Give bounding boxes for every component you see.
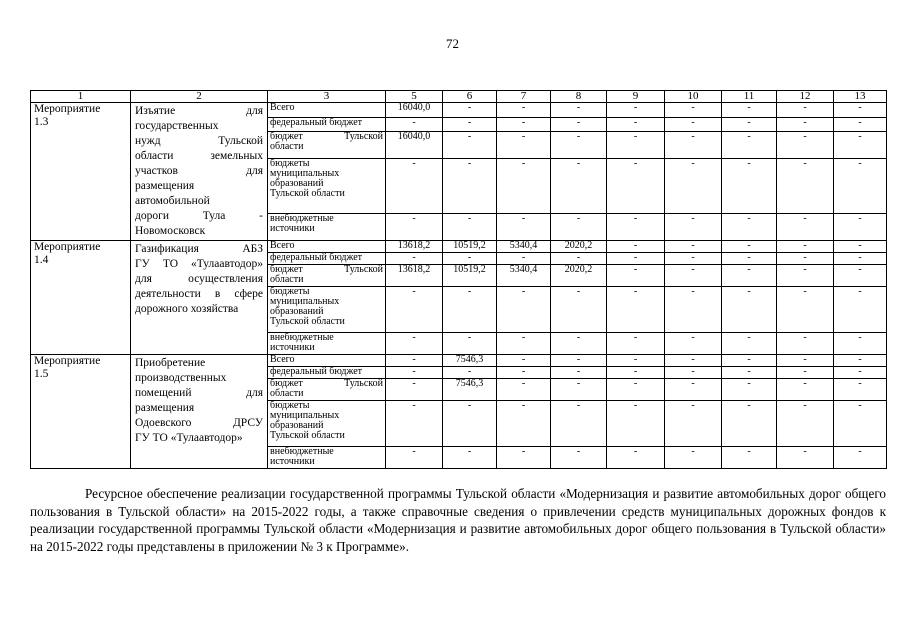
value-cell: -	[497, 132, 551, 159]
funding-source-line: бюджет Тульской	[270, 378, 383, 389]
value-cell: -	[777, 355, 834, 367]
value-cell: -	[551, 333, 607, 355]
funding-source-line: образований	[270, 306, 324, 317]
event-code-line: 1.4	[34, 253, 49, 266]
column-header: 11	[722, 91, 777, 103]
funding-source	[268, 333, 386, 355]
funding-source-line: федеральный бюджет	[270, 116, 363, 128]
value-cell: -	[443, 103, 497, 118]
value-cell: -	[665, 367, 722, 379]
funding-source-line: бюджеты	[270, 157, 310, 169]
event-code	[31, 241, 131, 355]
funding-source-line: муниципальных	[270, 296, 340, 307]
funding-source	[268, 355, 386, 367]
funding-source-line: бюджет Тульской	[270, 264, 383, 275]
event-name-line: государственных	[135, 120, 219, 132]
column-header: 13	[834, 91, 887, 103]
value-cell: -	[386, 333, 443, 355]
event-name	[131, 241, 268, 355]
funding-source-line: Всего	[270, 102, 295, 113]
value-cell: -	[607, 265, 665, 287]
event-name	[131, 355, 268, 469]
funding-source	[268, 401, 386, 447]
funding-source-line: федеральный бюджет	[270, 366, 363, 377]
page-number: 72	[446, 36, 459, 51]
value-cell: -	[386, 379, 443, 401]
column-header: 2	[131, 91, 268, 103]
value-cell: 10519,2	[443, 241, 497, 253]
column-header: 8	[551, 91, 607, 103]
value-cell: 7546,3	[443, 355, 497, 367]
value-cell: -	[443, 117, 497, 132]
column-header: 6	[443, 91, 497, 103]
event-code-line: Мероприятие	[34, 241, 101, 253]
value-cell: -	[777, 333, 834, 355]
value-cell: -	[777, 401, 834, 447]
value-cell: -	[722, 401, 777, 447]
funding-source-line: Тульской области	[270, 430, 345, 441]
funding-source-line: области	[270, 141, 304, 153]
value-cell: -	[665, 333, 722, 355]
value-cell: -	[497, 379, 551, 401]
funding-source	[268, 117, 386, 132]
value-cell: -	[551, 103, 607, 118]
resource-table	[30, 90, 887, 469]
value-cell: -	[497, 158, 551, 214]
value-cell: -	[551, 287, 607, 333]
value-cell: -	[443, 401, 497, 447]
value-cell: -	[777, 265, 834, 287]
value-cell: -	[665, 158, 722, 214]
event-name-line: автомобильной	[135, 195, 210, 207]
value-cell: -	[607, 367, 665, 379]
value-cell: 16040,0	[386, 103, 443, 118]
value-cell: 13618,2	[386, 265, 443, 287]
value-cell: -	[443, 447, 497, 469]
value-cell: -	[607, 333, 665, 355]
funding-source-line: источники	[270, 342, 315, 353]
value-cell: -	[722, 117, 777, 132]
value-cell: -	[722, 287, 777, 333]
funding-source-line: внебюджетные	[270, 332, 334, 343]
value-cell: -	[777, 447, 834, 469]
value-cell: -	[665, 132, 722, 159]
funding-source-line: образований	[270, 420, 324, 431]
value-cell: -	[777, 287, 834, 333]
funding-source-line: источники	[270, 223, 315, 235]
event-code	[31, 355, 131, 469]
value-cell: -	[777, 253, 834, 265]
event-name-line: помещений для	[135, 387, 263, 399]
funding-source	[268, 158, 386, 214]
funding-source	[268, 287, 386, 333]
value-cell: -	[386, 401, 443, 447]
value-cell: -	[777, 132, 834, 159]
funding-source	[268, 253, 386, 265]
value-cell: 7546,3	[443, 379, 497, 401]
value-cell: -	[777, 379, 834, 401]
value-cell: 5340,4	[497, 241, 551, 253]
value-cell: -	[551, 117, 607, 132]
table-row	[31, 103, 887, 118]
value-cell: -	[551, 132, 607, 159]
funding-source-line: Всего	[270, 354, 295, 365]
funding-source	[268, 265, 386, 287]
event-name-line: ГУ ТО «Тулаавтодор»	[135, 258, 263, 270]
funding-source-line: образований	[270, 177, 324, 189]
value-cell: -	[386, 253, 443, 265]
funding-source-line: бюджеты	[270, 286, 310, 297]
value-cell: -	[497, 367, 551, 379]
funding-source-line: области	[270, 388, 304, 399]
value-cell: -	[497, 117, 551, 132]
funding-source-line: области	[270, 274, 304, 285]
value-cell: 13618,2	[386, 241, 443, 253]
value-cell: -	[497, 253, 551, 265]
event-name-line: ГУ ТО «Тулаавтодор»	[135, 432, 243, 444]
value-cell: -	[834, 333, 887, 355]
event-code-line: Мероприятие	[34, 103, 101, 115]
value-cell: -	[607, 355, 665, 367]
value-cell: -	[386, 367, 443, 379]
event-name-line: дороги Тула -	[135, 210, 263, 222]
header-row	[31, 91, 887, 103]
value-cell: -	[386, 158, 443, 214]
value-cell: -	[665, 103, 722, 118]
value-cell: -	[777, 158, 834, 214]
column-header: 12	[777, 91, 834, 103]
value-cell: -	[551, 214, 607, 241]
value-cell: -	[665, 214, 722, 241]
value-cell: -	[443, 287, 497, 333]
value-cell: 16040,0	[386, 132, 443, 159]
value-cell: -	[551, 447, 607, 469]
funding-source	[268, 367, 386, 379]
value-cell: -	[834, 379, 887, 401]
event-name-line: производственных	[135, 372, 227, 384]
value-cell: -	[834, 367, 887, 379]
value-cell: -	[665, 117, 722, 132]
value-cell: -	[722, 367, 777, 379]
funding-source-line: внебюджетные	[270, 446, 334, 457]
event-name-line: Приобретение	[135, 357, 206, 369]
value-cell: -	[497, 401, 551, 447]
value-cell: -	[607, 117, 665, 132]
value-cell: 5340,4	[497, 265, 551, 287]
value-cell: -	[497, 333, 551, 355]
column-header: 3	[268, 91, 386, 103]
value-cell: -	[722, 214, 777, 241]
value-cell: -	[497, 214, 551, 241]
event-name-line: размещения	[135, 402, 195, 414]
event-name-line: Одоевского ДРСУ	[135, 417, 263, 429]
value-cell: 2020,2	[551, 265, 607, 287]
value-cell: -	[722, 158, 777, 214]
value-cell: -	[607, 287, 665, 333]
value-cell: -	[777, 367, 834, 379]
value-cell: -	[777, 117, 834, 132]
funding-source-line: бюджет Тульской	[270, 131, 383, 143]
event-code-line: 1.5	[34, 367, 49, 380]
value-cell: -	[722, 447, 777, 469]
value-cell: -	[834, 447, 887, 469]
column-header: 1	[31, 91, 131, 103]
value-cell: -	[607, 241, 665, 253]
value-cell: -	[443, 214, 497, 241]
event-name	[131, 103, 268, 241]
value-cell: -	[665, 241, 722, 253]
column-header: 7	[497, 91, 551, 103]
event-name-line: деятельности в сфере	[135, 288, 263, 300]
value-cell: -	[834, 355, 887, 367]
value-cell: -	[834, 158, 887, 214]
value-cell: -	[665, 253, 722, 265]
value-cell: -	[777, 214, 834, 241]
funding-source	[268, 379, 386, 401]
value-cell: -	[497, 355, 551, 367]
funding-source	[268, 447, 386, 469]
value-cell: -	[443, 253, 497, 265]
event-name-line: Газификация АБЗ	[135, 243, 263, 255]
value-cell: -	[551, 355, 607, 367]
value-cell: -	[665, 265, 722, 287]
funding-source	[268, 241, 386, 253]
value-cell: -	[443, 158, 497, 214]
value-cell: -	[722, 379, 777, 401]
value-cell: -	[722, 253, 777, 265]
funding-source	[268, 103, 386, 118]
closing-paragraph: Ресурсное обеспечение реализации государственной программы Тульской области «Модернизация и развитие автомобильных дорог общего пользования в Тульской области» на 2015-2022 годы, а также справочные сведения о привлечении средств муниципальных дорожных фондов к реализации государственной программы Тульской области «Модернизация и развитие автомобильных дорог общего пользования в Тульской области» на 2015-2022 годы представлены в приложении № 3 к Программе».	[30, 486, 886, 554]
value-cell: -	[607, 401, 665, 447]
value-cell: -	[607, 253, 665, 265]
value-cell: -	[607, 158, 665, 214]
value-cell: -	[607, 447, 665, 469]
value-cell: -	[722, 132, 777, 159]
value-cell: -	[551, 379, 607, 401]
funding-source-line: муниципальных	[270, 410, 340, 421]
value-cell: -	[834, 265, 887, 287]
value-cell: -	[551, 158, 607, 214]
funding-source-line: Тульской области	[270, 316, 345, 327]
value-cell: -	[834, 132, 887, 159]
value-cell: -	[443, 132, 497, 159]
column-header: 10	[665, 91, 722, 103]
value-cell: -	[722, 355, 777, 367]
value-cell: -	[834, 287, 887, 333]
table-row	[31, 241, 887, 253]
event-name-line: участков для	[135, 165, 263, 177]
value-cell: -	[497, 447, 551, 469]
funding-source-line: внебюджетные	[270, 213, 334, 225]
value-cell: -	[665, 379, 722, 401]
value-cell: -	[722, 333, 777, 355]
event-name-line: размещения	[135, 180, 195, 192]
value-cell: -	[443, 367, 497, 379]
value-cell: -	[722, 265, 777, 287]
value-cell: -	[607, 379, 665, 401]
value-cell: -	[722, 103, 777, 118]
event-name-line: нужд Тульской	[135, 135, 263, 147]
value-cell: -	[834, 117, 887, 132]
funding-source	[268, 214, 386, 241]
value-cell: -	[834, 241, 887, 253]
event-name-line: дорожного хозяйства	[135, 303, 239, 315]
event-code-line: 1.3	[34, 115, 49, 128]
value-cell: -	[551, 253, 607, 265]
value-cell: -	[834, 401, 887, 447]
value-cell: -	[607, 214, 665, 241]
value-cell: -	[386, 287, 443, 333]
value-cell: -	[497, 287, 551, 333]
value-cell: -	[777, 241, 834, 253]
column-header: 5	[386, 91, 443, 103]
value-cell: -	[386, 214, 443, 241]
event-name-line: Новомосковск	[135, 225, 206, 237]
value-cell: -	[834, 214, 887, 241]
event-name-line: области земельных	[135, 150, 263, 162]
value-cell: -	[665, 287, 722, 333]
value-cell: -	[834, 253, 887, 265]
value-cell: -	[722, 241, 777, 253]
value-cell: -	[551, 367, 607, 379]
value-cell: -	[551, 401, 607, 447]
value-cell: -	[497, 103, 551, 118]
value-cell: -	[665, 355, 722, 367]
value-cell: -	[665, 401, 722, 447]
column-header: 9	[607, 91, 665, 103]
funding-source-line: Всего	[270, 240, 295, 251]
value-cell: 10519,2	[443, 265, 497, 287]
funding-source-line: бюджеты	[270, 400, 310, 411]
funding-source-line: источники	[270, 456, 315, 467]
value-cell: -	[777, 103, 834, 118]
value-cell: -	[386, 355, 443, 367]
value-cell: -	[443, 333, 497, 355]
value-cell: -	[607, 132, 665, 159]
funding-source	[268, 132, 386, 159]
table-row	[31, 355, 887, 367]
event-code	[31, 103, 131, 241]
funding-source-line: Тульской области	[270, 187, 345, 199]
event-name-line: для осуществления	[135, 273, 263, 285]
value-cell: -	[607, 103, 665, 118]
funding-source-line: муниципальных	[270, 167, 340, 179]
funding-source-line: федеральный бюджет	[270, 252, 363, 263]
value-cell: -	[386, 117, 443, 132]
value-cell: -	[834, 103, 887, 118]
event-name-line: Изъятие для	[135, 105, 263, 117]
value-cell: -	[665, 447, 722, 469]
value-cell: 2020,2	[551, 241, 607, 253]
event-code-line: Мероприятие	[34, 355, 101, 367]
value-cell: -	[386, 447, 443, 469]
